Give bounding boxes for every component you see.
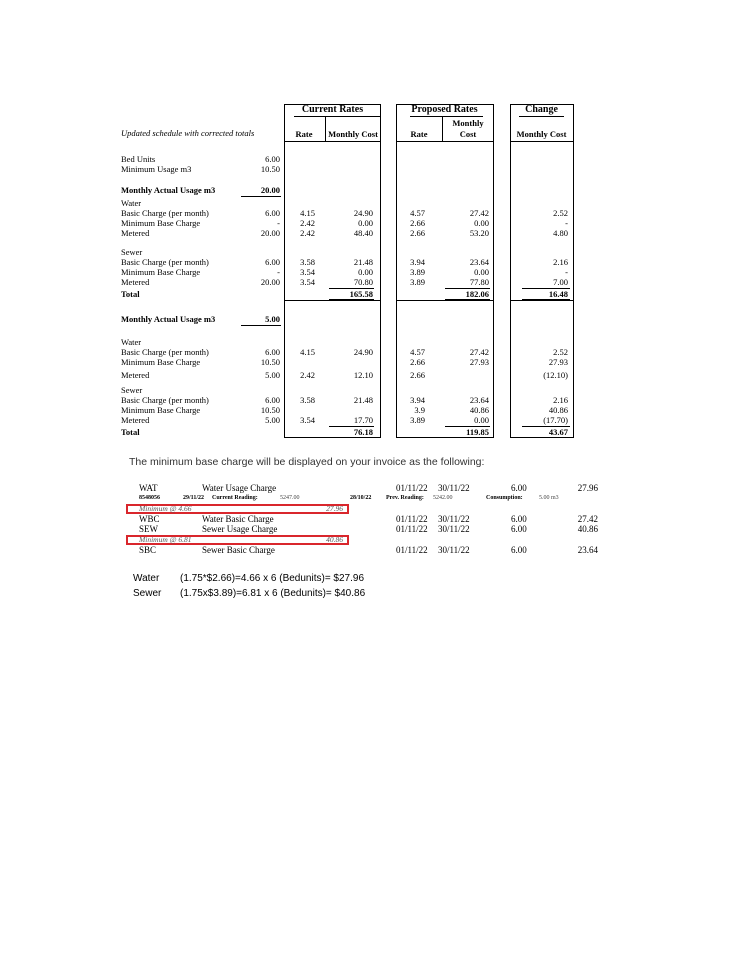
- row-proposed-cost: 23.64: [469, 395, 489, 405]
- sbc-qty: 6.00: [511, 545, 527, 555]
- row-change: -: [565, 218, 568, 228]
- row-current-rate: 3.54: [300, 415, 315, 425]
- row-current-cost: 21.48: [353, 395, 373, 405]
- row-current-rate: 3.58: [300, 395, 315, 405]
- row-change: 2.16: [553, 257, 568, 267]
- detail-prev-value: 5242.00: [433, 495, 453, 501]
- row-change: (12.10): [543, 370, 568, 380]
- row-proposed-rate: 2.66: [410, 228, 425, 238]
- row-proposed-rate: 2.66: [410, 218, 425, 228]
- detail-date2: 28/10/22: [350, 495, 372, 501]
- wat-code: WAT: [139, 483, 158, 493]
- header-proposed-rates: Proposed Rates: [411, 104, 478, 115]
- row-current-rate: 2.42: [300, 228, 315, 238]
- col-rate-proposed: Rate: [410, 129, 428, 139]
- wat-from: 01/11/22: [396, 483, 428, 493]
- row-change: (17.70): [543, 415, 568, 425]
- section1-total-current: 165.58: [349, 289, 373, 299]
- min-sewer-label: Minimum @ 6.81: [139, 535, 192, 544]
- formula-sewer-text: (1.75x$3.89)=6.81 x 6 (Bedunits)= $40.86: [180, 588, 366, 599]
- col-rate-current: Rate: [295, 129, 313, 139]
- row-label: Basic Charge (per month): [121, 257, 209, 267]
- sew-desc: Sewer Usage Charge: [202, 524, 278, 534]
- row-current-cost: 12.10: [353, 370, 373, 380]
- wbc-qty: 6.00: [511, 514, 527, 524]
- row-qty: 6.00: [265, 347, 280, 357]
- sbc-to: 30/11/22: [438, 545, 470, 555]
- col-cost-proposed: Cost: [459, 129, 477, 139]
- section2-usage: 5.00: [265, 314, 280, 324]
- row-proposed-rate: 4.57: [410, 347, 425, 357]
- section2-sewer-label: Sewer: [121, 385, 143, 395]
- row-current-cost: 24.90: [353, 347, 373, 357]
- formula-water-label: Water: [133, 573, 160, 584]
- row-proposed-cost: 77.80: [469, 277, 489, 287]
- row-change: 2.52: [553, 208, 568, 218]
- row-current-rate: 2.42: [300, 370, 315, 380]
- row-qty: 20.00: [260, 277, 280, 287]
- bed-units-label: Bed Units: [121, 154, 156, 164]
- row-proposed-cost: 53.20: [469, 228, 489, 238]
- row-qty: 20.00: [260, 228, 280, 238]
- section2-total-change: 43.67: [548, 427, 568, 437]
- row-current-rate: 3.54: [300, 267, 315, 277]
- row-change: 27.93: [548, 357, 568, 367]
- wbc-code: WBC: [139, 514, 160, 524]
- row-proposed-cost: 27.93: [469, 357, 489, 367]
- row-proposed-cost: 23.64: [469, 257, 489, 267]
- header-change: Change: [525, 104, 558, 115]
- detail-date1: 29/11/22: [183, 495, 205, 501]
- row-proposed-rate: 3.9: [414, 405, 425, 415]
- row-proposed-cost: 27.42: [469, 208, 489, 218]
- row-qty: -: [277, 267, 280, 277]
- row-current-cost: 0.00: [358, 218, 373, 228]
- col-monthly-cost-current: Monthly Cost: [328, 129, 378, 139]
- row-current-cost: 21.48: [353, 257, 373, 267]
- row-qty: 10.50: [260, 357, 280, 367]
- col-monthly-cost-change: Monthly Cost: [516, 129, 567, 139]
- wbc-amount: 27.42: [577, 514, 598, 524]
- row-qty: 5.00: [265, 370, 280, 380]
- invoice-note: The minimum base charge will be displayed on your invoice as the following:: [129, 456, 485, 468]
- minimum-usage-value: 10.50: [260, 164, 280, 174]
- detail-consumption-label: Consumption:: [486, 495, 523, 501]
- row-label: Minimum Base Charge: [121, 405, 201, 415]
- row-proposed-rate: 3.94: [410, 395, 425, 405]
- section2-total-label: Total: [121, 427, 140, 437]
- detail-consumption-value: 5.00 m3: [539, 495, 559, 501]
- row-label: Metered: [121, 277, 150, 287]
- row-current-cost: 48.40: [353, 228, 373, 238]
- row-proposed-rate: 3.89: [410, 267, 425, 277]
- row-qty: 6.00: [265, 208, 280, 218]
- detail-prev-label: Prev. Reading:: [386, 495, 424, 501]
- row-current-rate: 4.15: [300, 347, 315, 357]
- sew-code: SEW: [139, 524, 158, 534]
- row-qty: 6.00: [265, 395, 280, 405]
- row-label: Minimum Base Charge: [121, 267, 201, 277]
- wat-desc: Water Usage Charge: [202, 483, 277, 493]
- row-qty: 6.00: [265, 257, 280, 267]
- col-monthly-proposed: Monthly: [452, 118, 484, 128]
- row-label: Basic Charge (per month): [121, 208, 209, 218]
- section2-total-proposed: 119.85: [466, 427, 489, 437]
- section1-total-label: Total: [121, 289, 140, 299]
- sbc-from: 01/11/22: [396, 545, 428, 555]
- row-label: Basic Charge (per month): [121, 395, 209, 405]
- row-change: 7.00: [553, 277, 568, 287]
- row-current-rate: 4.15: [300, 208, 315, 218]
- row-qty: 10.50: [260, 405, 280, 415]
- row-label: Metered: [121, 415, 150, 425]
- detail-account: 8548056: [139, 495, 160, 501]
- row-change: 40.86: [548, 405, 568, 415]
- min-water-label: Minimum @ 4.66: [139, 504, 192, 513]
- header-current-rates: Current Rates: [301, 104, 364, 115]
- row-change: 2.52: [553, 347, 568, 357]
- row-proposed-rate: 4.57: [410, 208, 425, 218]
- row-proposed-cost: 0.00: [474, 267, 489, 277]
- row-proposed-cost: 40.86: [469, 405, 489, 415]
- row-current-cost: 17.70: [353, 415, 373, 425]
- row-proposed-cost: 0.00: [474, 415, 489, 425]
- sew-qty: 6.00: [511, 524, 527, 534]
- sbc-desc: Sewer Basic Charge: [202, 545, 275, 555]
- min-sewer-amount: 40.86: [326, 535, 343, 544]
- minimum-usage-label: Minimum Usage m3: [121, 164, 192, 174]
- section1-heading: Monthly Actual Usage m3: [121, 185, 216, 195]
- row-qty: -: [277, 218, 280, 228]
- sew-from: 01/11/22: [396, 524, 428, 534]
- row-current-cost: 24.90: [353, 208, 373, 218]
- row-proposed-rate: 3.89: [410, 277, 425, 287]
- row-proposed-cost: 0.00: [474, 218, 489, 228]
- row-proposed-rate: 2.66: [410, 357, 425, 367]
- sew-to: 30/11/22: [438, 524, 470, 534]
- row-label: Minimum Base Charge: [121, 218, 201, 228]
- sbc-amount: 23.64: [577, 545, 598, 555]
- updated-note: Updated schedule with corrected totals: [121, 128, 255, 138]
- row-label: Metered: [121, 370, 150, 380]
- row-current-cost: 70.80: [353, 277, 373, 287]
- row-current-rate: 3.58: [300, 257, 315, 267]
- row-label: Minimum Base Charge: [121, 357, 201, 367]
- row-proposed-rate: 3.94: [410, 257, 425, 267]
- detail-current-label: Current Reading:: [212, 495, 258, 501]
- row-current-rate: 3.54: [300, 277, 315, 287]
- section2-water-label: Water: [121, 337, 142, 347]
- section2-total-current: 76.18: [353, 427, 373, 437]
- section1-sewer-label: Sewer: [121, 247, 143, 257]
- min-water-amount: 27.96: [326, 504, 343, 513]
- section1-water-label: Water: [121, 198, 142, 208]
- row-qty: 5.00: [265, 415, 280, 425]
- wbc-to: 30/11/22: [438, 514, 470, 524]
- wbc-desc: Water Basic Charge: [202, 514, 274, 524]
- wat-to: 30/11/22: [438, 483, 470, 493]
- wat-qty: 6.00: [511, 483, 527, 493]
- wbc-from: 01/11/22: [396, 514, 428, 524]
- section1-total-proposed: 182.06: [465, 289, 489, 299]
- bed-units-value: 6.00: [265, 154, 280, 164]
- row-label: Basic Charge (per month): [121, 347, 209, 357]
- row-proposed-rate: 2.66: [410, 370, 425, 380]
- sew-amount: 40.86: [577, 524, 598, 534]
- row-current-cost: 0.00: [358, 267, 373, 277]
- row-current-rate: 2.42: [300, 218, 315, 228]
- row-proposed-cost: 27.42: [469, 347, 489, 357]
- sbc-code: SBC: [139, 545, 157, 555]
- row-change: 2.16: [553, 395, 568, 405]
- row-proposed-rate: 3.89: [410, 415, 425, 425]
- formula-sewer-label: Sewer: [133, 588, 162, 599]
- section1-usage: 20.00: [260, 185, 280, 195]
- detail-current-value: 5247.00: [280, 495, 300, 501]
- wat-amount: 27.96: [577, 483, 598, 493]
- section1-total-change: 16.48: [548, 289, 568, 299]
- formula-water-text: (1.75*$2.66)=4.66 x 6 (Bedunits)= $27.96: [180, 573, 365, 584]
- row-change: -: [565, 267, 568, 277]
- row-label: Metered: [121, 228, 150, 238]
- section2-heading: Monthly Actual Usage m3: [121, 314, 216, 324]
- row-change: 4.80: [553, 228, 568, 238]
